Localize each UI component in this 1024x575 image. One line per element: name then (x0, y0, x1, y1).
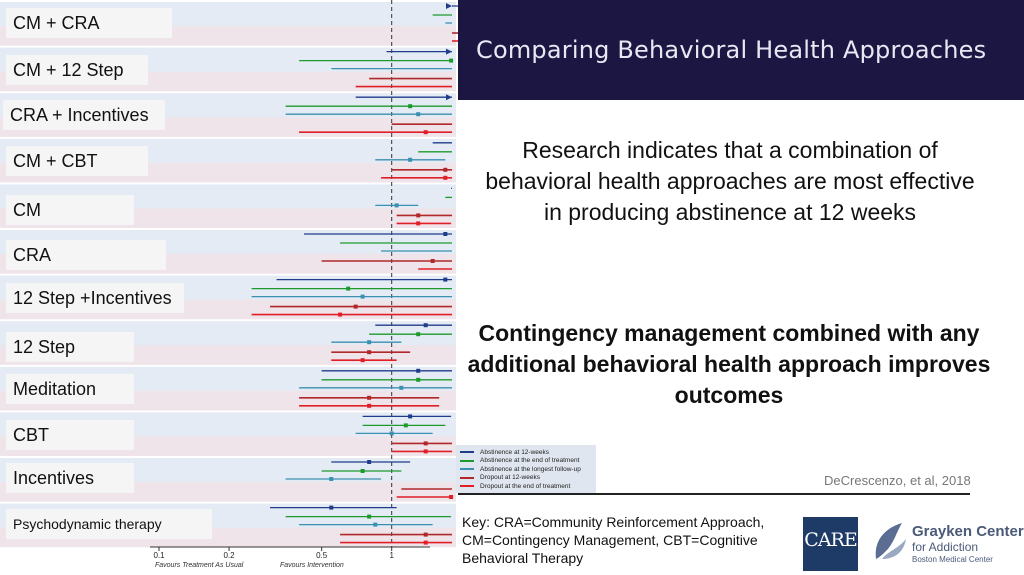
point-estimate (416, 112, 420, 116)
point-estimate (416, 213, 420, 217)
point-estimate (361, 358, 365, 362)
legend-label: Dropout at 12-weeks (480, 474, 540, 482)
grayken-logo (872, 519, 1022, 569)
research-text: Research indicates that a combination of behavioral health approaches are most effective in producing abstinence at 12 weeks (485, 137, 975, 225)
row-label: CM + 12 Step (6, 55, 148, 85)
point-estimate (424, 441, 428, 445)
legend-label: Abstinence at the end of treatment (480, 457, 580, 465)
legend-swatch (460, 451, 474, 453)
point-estimate (367, 515, 371, 519)
point-estimate (367, 404, 371, 408)
row-label: 12 Step +Incentives (6, 283, 184, 313)
point-estimate (443, 232, 447, 236)
row-label: CM + CRA (6, 8, 172, 38)
care-logo (803, 517, 858, 571)
point-estimate (395, 203, 399, 207)
row-label: Meditation (6, 374, 134, 404)
row-label: Psychodynamic therapy (6, 509, 212, 539)
point-estimate (431, 259, 435, 263)
row-label: CRA (6, 240, 166, 270)
row-label: CRA + Incentives (3, 100, 165, 130)
point-estimate (424, 130, 428, 134)
legend-item (460, 448, 592, 457)
point-estimate (416, 378, 420, 382)
point-estimate (443, 176, 447, 180)
divider-line (458, 493, 970, 495)
point-estimate (346, 287, 350, 291)
row-label: CM + CBT (6, 146, 148, 176)
x-tick-label: 0.5 (316, 551, 328, 560)
legend-label: Abstinence at 12-weeks (480, 448, 550, 456)
legend-swatch (460, 468, 474, 470)
legend-swatch (460, 477, 474, 479)
point-estimate (449, 59, 453, 63)
legend-label: Abstinence at the longest follow-up (480, 465, 581, 473)
point-estimate (424, 449, 428, 453)
legend-item (460, 465, 592, 474)
row-label: CM (6, 195, 134, 225)
point-estimate (416, 221, 420, 225)
point-estimate (367, 460, 371, 464)
slide-title: Comparing Behavioral Health Approaches (476, 36, 987, 64)
row-label: 12 Step (6, 332, 134, 362)
x-label-right: Favours Intervention (280, 562, 344, 569)
point-estimate (416, 332, 420, 336)
point-estimate (367, 340, 371, 344)
point-estimate (404, 423, 408, 427)
row-label: Incentives (6, 463, 134, 493)
care-logo-subtext (830, 553, 831, 557)
point-estimate (361, 469, 365, 473)
grayken-org: Boston Medical Center (912, 555, 993, 564)
point-estimate (354, 305, 358, 309)
point-estimate (338, 313, 342, 317)
point-estimate (424, 323, 428, 327)
grayken-name: Grayken Center (912, 523, 1024, 540)
legend-label: Dropout at the end of treatment (480, 482, 571, 490)
x-label-left: Favours Treatment As Usual (155, 562, 244, 569)
title-banner (458, 0, 1024, 100)
point-estimate (449, 495, 453, 499)
legend-item (460, 457, 592, 466)
grayken-leaf-icon (872, 521, 908, 561)
legend-swatch (460, 460, 474, 462)
care-logo-text: CARE (804, 529, 857, 551)
x-tick-label: 0.2 (223, 551, 235, 560)
legend-item (460, 482, 592, 491)
point-estimate (424, 533, 428, 537)
chart-legend (456, 445, 596, 493)
citation: DeCrescenzo, et al, 2018 (824, 473, 971, 488)
x-tick-label: 1 (389, 551, 394, 560)
point-estimate (367, 396, 371, 400)
point-estimate (408, 158, 412, 162)
conclusion-text: Contingency management combined with any additional behavioral health approach improves outcomes (467, 320, 991, 408)
abbreviation-key: Key: CRA=Community Reinforcement Approach, CM=Contingency Management, CBT=Cognitive Behavioral Therapy (462, 514, 765, 566)
grayken-subtitle: for Addiction (912, 540, 979, 554)
point-estimate (424, 541, 428, 545)
point-estimate (329, 506, 333, 510)
point-estimate (416, 369, 420, 373)
point-estimate (367, 350, 371, 354)
legend-swatch (460, 485, 474, 487)
legend-item (460, 474, 592, 483)
point-estimate (373, 523, 377, 527)
x-tick-label: 0.1 (153, 551, 165, 560)
row-label: CBT (6, 420, 134, 450)
point-estimate (329, 477, 333, 481)
point-estimate (408, 414, 412, 418)
point-estimate (361, 295, 365, 299)
point-estimate (399, 386, 403, 390)
point-estimate (408, 104, 412, 108)
point-estimate (443, 278, 447, 282)
point-estimate (390, 431, 394, 435)
point-estimate (443, 168, 447, 172)
